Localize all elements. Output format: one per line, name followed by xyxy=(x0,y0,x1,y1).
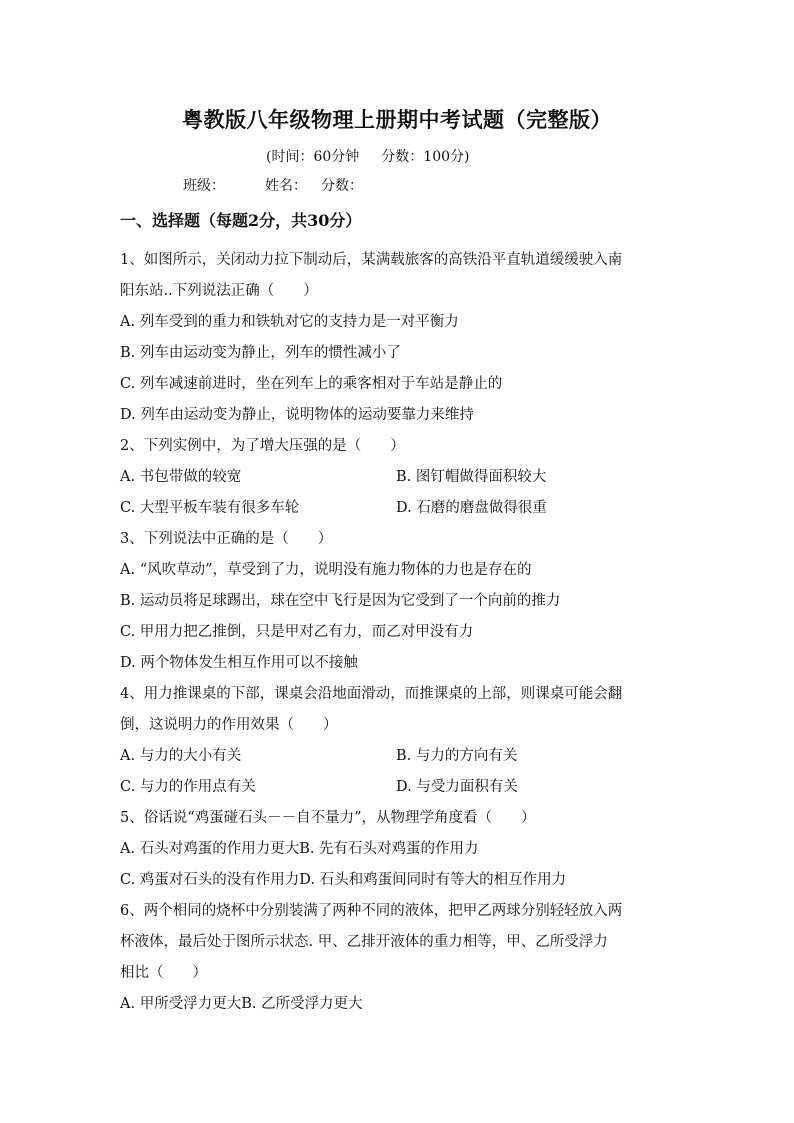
question-2-option-a: A. 书包带做的较宽 xyxy=(120,469,242,485)
question-6-stem-line-3: 相比（ ） xyxy=(120,965,207,981)
question-4-options-row-1 xyxy=(120,741,680,772)
class-label: 班级： xyxy=(183,178,225,194)
question-2-options-row-1 xyxy=(120,462,680,493)
exam-title: 粤教版八年级物理上册期中考试题（完整版） xyxy=(182,107,612,132)
question-4-option-d: D. 与受力面积有关 xyxy=(396,779,518,795)
question-2-option-b: B. 图钉帽做得面积较大 xyxy=(396,469,547,485)
time-limit: (时间：60分钟 xyxy=(266,149,360,165)
question-4-option-b: B. 与力的方向有关 xyxy=(396,748,518,764)
question-3-option-d: D. 两个物体发生相互作用可以不接触 xyxy=(120,655,358,671)
question-1-option-c: C. 列车减速前进时，坐在列车上的乘客相对于车站是静止的 xyxy=(120,376,503,392)
question-6-stem-line-2: 杯液体，最后处于图所示状态. 甲、乙排开液体的重力相等，甲、乙所受浮力 xyxy=(120,934,608,950)
question-1-option-a: A. 列车受到的重力和铁轨对它的支持力是一对平衡力 xyxy=(120,314,459,330)
question-2-option-c: C. 大型平板车装有很多车轮 xyxy=(120,500,300,516)
name-label: 姓名： xyxy=(265,178,307,194)
question-4-stem-line-1: 4、用力推课桌的下部，课桌会沿地面滑动，而推课桌的上部，则课桌可能会翻 xyxy=(120,686,623,702)
question-1-option-b: B. 列车由运动变为静止，列车的惯性减小了 xyxy=(120,345,401,361)
question-4-options-row-2 xyxy=(120,772,680,803)
question-2-stem: 2、下列实例中，为了增大压强的是（ ） xyxy=(120,438,405,454)
question-3-option-b: B. 运动员将足球踢出，球在空中飞行是因为它受到了一个向前的推力 xyxy=(120,593,561,609)
question-2-option-d: D. 石磨的磨盘做得很重 xyxy=(396,500,547,516)
question-4-option-a: A. 与力的大小有关 xyxy=(120,748,242,764)
score-label: 分数： xyxy=(321,178,363,194)
question-2-options-row-2 xyxy=(120,493,680,524)
question-5-options-cd: C. 鸡蛋对石头的没有作用力D. 石头和鸡蛋间同时有等大的相互作用力 xyxy=(120,872,567,888)
exam-subtitle xyxy=(266,146,469,166)
question-4-option-c: C. 与力的作用点有关 xyxy=(120,779,256,795)
question-1-stem-line-1: 1、如图所示，关闭动力拉下制动后，某满载旅客的高铁沿平直轨道缓缓驶入南 xyxy=(120,252,623,268)
question-1-stem-line-2: 阳东站..下列说法正确（ ） xyxy=(120,283,318,299)
question-6-stem-line-1: 6、两个相同的烧杯中分别装满了两种不同的液体，把甲乙两球分别轻轻放入两 xyxy=(120,903,623,919)
question-3-option-c: C. 甲用力把乙推倒，只是甲对乙有力，而乙对甲没有力 xyxy=(120,624,474,640)
section-heading: 一、选择题（每题2分，共30分） xyxy=(120,211,362,230)
question-5-stem: 5、俗话说“鸡蛋碰石头－－自不量力”，从物理学角度看（ ） xyxy=(120,810,536,826)
questions-body xyxy=(120,245,680,1020)
question-1-option-d: D. 列车由运动变为静止，说明物体的运动要靠力来维持 xyxy=(120,407,474,423)
question-4-stem-line-2: 倒，这说明力的作用效果（ ） xyxy=(120,717,338,733)
question-3-option-a: A. “风吹草动”，草受到了力，说明没有施力物体的力也是存在的 xyxy=(120,562,532,578)
question-5-options-ab: A. 石头对鸡蛋的作用力更大B. 先有石头对鸡蛋的作用力 xyxy=(120,841,479,857)
student-info-row xyxy=(183,175,363,195)
total-score: 分数：100分) xyxy=(381,149,470,165)
question-3-stem: 3、下列说法中正确的是（ ） xyxy=(120,531,333,547)
question-6-options-ab: A. 甲所受浮力更大B. 乙所受浮力更大 xyxy=(120,996,363,1012)
